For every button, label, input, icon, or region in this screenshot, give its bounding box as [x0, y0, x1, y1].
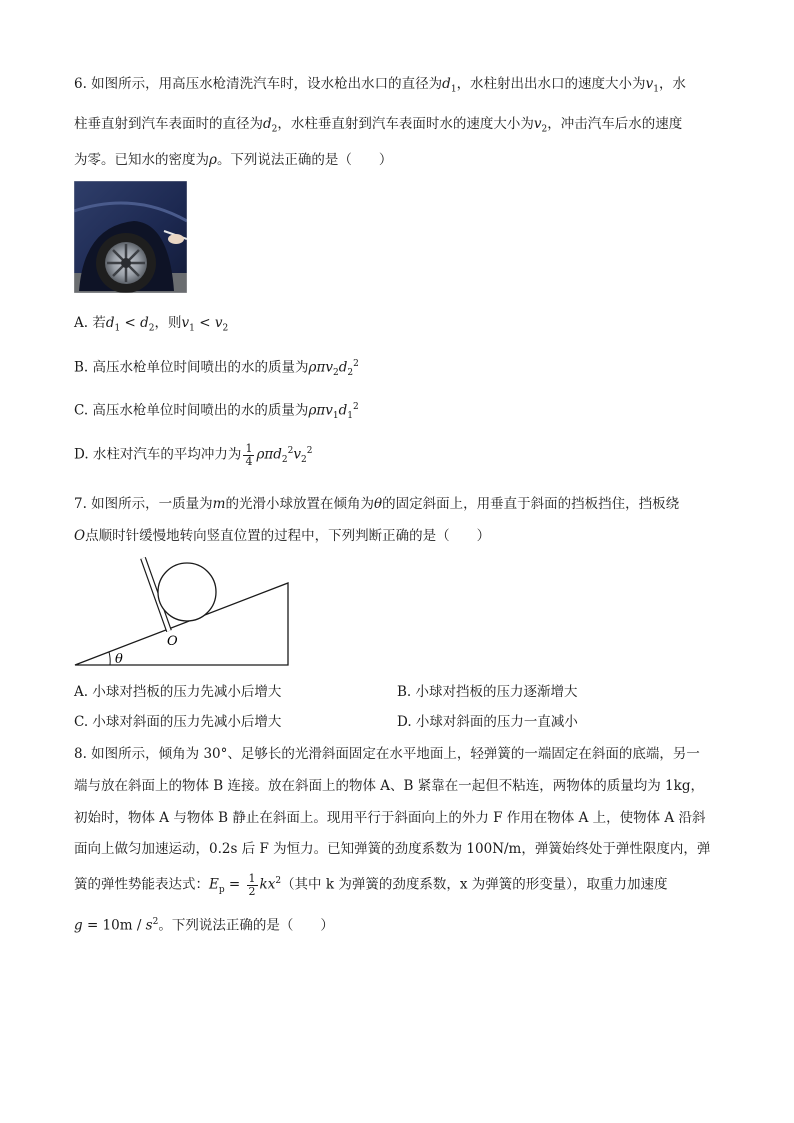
label-theta: θ — [115, 652, 123, 667]
fraction-one-half: $\frac{1}{2}$ — [248, 871, 256, 898]
q7-option-b-text: B. 小球对挡板的压力逐渐增大 — [397, 684, 578, 700]
q7-line-1: 7. 如图所示，一质量为m的光滑小球放置在倾角为θ的固定斜面上，用垂直于斜面的挡板挡住，挡板绕 — [74, 496, 680, 512]
q7-option-b[interactable] — [397, 683, 578, 701]
ball — [158, 563, 216, 621]
q7-option-a[interactable] — [74, 683, 281, 701]
car-wash-photo — [74, 181, 187, 293]
q6-text: ，冲击汽车后水的速度 — [547, 116, 683, 132]
q6-option-c-text: C. 高压水枪单位时间喷出的水的质量为 — [74, 402, 309, 419]
q7-option-c[interactable] — [74, 713, 281, 731]
incline-diagram — [70, 555, 300, 670]
q7-option-c-text: C. 小球对斜面的压力先减小后增大 — [74, 714, 282, 730]
q8-text: 。下列说法正确的是（ ） — [158, 917, 334, 934]
q6-text: 柱垂直射到汽车表面时的直径为 — [74, 116, 263, 132]
q6-text: ，水 — [658, 76, 686, 92]
q8-line-5: 簧的弹性势能表达式：$E_p$ = $\frac{1}{2}$ $kx^2$（其中 k 为弹簧的劲度系数，x 为弹簧的形变量），取重力加速度 — [74, 871, 668, 898]
q8-line-4: 面向上做匀加速运动，0.2s 后 F 为恒力。已知弹簧的劲度系数为 100N/m，弹簧始终处于弹性限度内，弹 — [74, 841, 711, 857]
q6-option-a-text: ，则 — [154, 315, 182, 331]
q7-option-a-text: A. 小球对挡板的压力先减小后增大 — [74, 684, 282, 700]
q6-option-a[interactable]: A. 若$d_1 < d_2$，则$v_1 < v_2$ — [74, 315, 229, 334]
q8-text: 簧的弹性势能表达式： — [74, 876, 209, 893]
q6-text: 6. 如图所示，用高压水枪清洗汽车时，设水枪出水口的直径为 — [74, 76, 443, 92]
fraction-one-quarter: $\frac{1}{4}$ — [245, 441, 253, 468]
q6-option-b[interactable]: B. 高压水枪单位时间喷出的水的质量为$\rho\pi v_2d_2^2$ — [74, 359, 359, 379]
q7-line-2 — [74, 527, 490, 545]
q6-line-1: 6. 如图所示，用高压水枪清洗汽车时，设水枪出水口的直径为$d_1$，水柱射出出水口的速度大小为$v_1$，水 — [74, 76, 686, 95]
q7-text: 7. 如图所示，一质量为 — [74, 496, 213, 512]
angle-arc — [109, 652, 110, 665]
q8-line-6: $g = 10m / s^2$。下列说法正确的是（ ） — [74, 917, 334, 934]
q6-text: 。下列说法正确的是（ ） — [216, 152, 393, 168]
q6-option-d-text: D. 水柱对汽车的平均冲力为 — [74, 446, 242, 463]
q6-text: ，水柱射出出水口的速度大小为 — [456, 76, 646, 92]
q6-text: 为零。已知水的密度为 — [74, 152, 209, 168]
q7-point-o: O — [74, 528, 86, 544]
q6-option-c[interactable]: C. 高压水枪单位时间喷出的水的质量为$\rho\pi v_1d_1^2$ — [74, 402, 359, 422]
q7-text: 点顺时针缓慢地转向竖直位置的过程中，下列判断正确的是（ ） — [85, 528, 491, 544]
q8-line-1: 8. 如图所示，倾角为 30°、足够长的光滑斜面固定在水平地面上，轻弹簧的一端固定在斜面的底端，另一 — [74, 746, 700, 762]
q8-text: （其中 k 为弹簧的劲度系数，x 为弹簧的形变量），取重力加速度 — [281, 876, 668, 893]
q7-text: 的固定斜面上，用垂直于斜面的挡板挡住，挡板绕 — [382, 496, 680, 512]
q6-text: ，水柱垂直射到汽车表面时水的速度大小为 — [277, 116, 534, 132]
q8-line-3: 初始时，物体 A 与物体 B 静止在斜面上。现用平行于斜面向上的外力 F 作用在物体 A 上，使物体 A 沿斜 — [74, 810, 706, 826]
q7-text: 的光滑小球放置在倾角为 — [225, 496, 374, 512]
q7-option-d[interactable] — [397, 713, 578, 731]
q6-line-3: 为零。已知水的密度为ρ。下列说法正确的是（ ） — [74, 152, 393, 168]
q7-option-d-text: D. 小球对斜面的压力一直减小 — [397, 714, 578, 730]
q6-line-2: 柱垂直射到汽车表面时的直径为$d_2$，水柱垂直射到汽车表面时水的速度大小为$v_2$，冲击汽车后水的速度 — [74, 116, 683, 135]
q6-option-b-text: B. 高压水枪单位时间喷出的水的质量为 — [74, 359, 309, 376]
q6-option-a-label: A. 若 — [74, 315, 106, 331]
label-o: O — [167, 634, 178, 649]
q8-line-2: 端与放在斜面上的物体 B 连接。放在斜面上的物体 A、B 紧靠在一起但不粘连，两物体的质量均为 1kg， — [74, 778, 704, 794]
q6-option-d[interactable]: D. 水柱对汽车的平均冲力为 $\frac{1}{4}$ $\rho\pi d_2^2v_2^2$ — [74, 441, 313, 468]
